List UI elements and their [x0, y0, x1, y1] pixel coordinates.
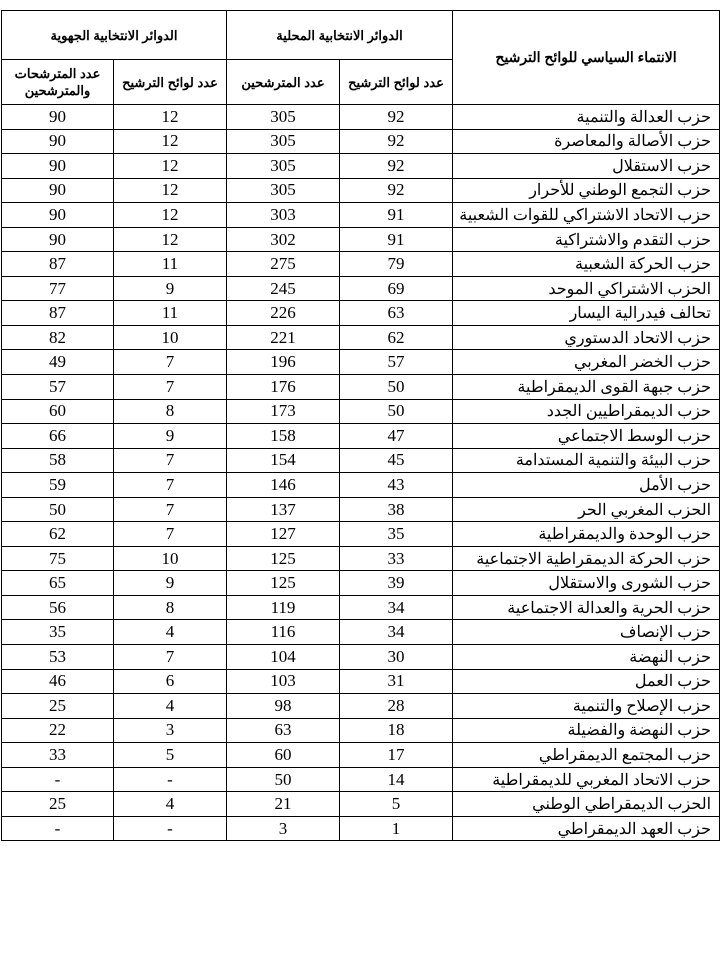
- table-row: [2, 792, 720, 817]
- local-candidates-cell: 103: [227, 669, 340, 694]
- local-candidates-cell: 245: [227, 276, 340, 301]
- regional-candidates-cell: 53: [2, 645, 114, 670]
- local-candidates-cell: 303: [227, 203, 340, 228]
- table-row: [2, 694, 720, 719]
- regional-candidates-cell: 59: [2, 473, 114, 498]
- regional-districts-header: الدوائر الانتخابية الجهوية: [2, 11, 227, 60]
- regional-candidates-cell: 87: [2, 252, 114, 277]
- regional-lists-cell: 12: [114, 203, 227, 228]
- local-candidates-cell: 116: [227, 620, 340, 645]
- regional-lists-cell: 11: [114, 252, 227, 277]
- local-lists-cell: 17: [340, 743, 453, 768]
- local-lists-cell: 43: [340, 473, 453, 498]
- party-name-cell: حزب العمل: [453, 669, 720, 694]
- regional-lists-cell: 9: [114, 276, 227, 301]
- local-lists-cell: 69: [340, 276, 453, 301]
- local-lists-cell: 14: [340, 767, 453, 792]
- regional-lists-cell: 4: [114, 694, 227, 719]
- regional-candidates-cell: 35: [2, 620, 114, 645]
- local-candidates-cell: 173: [227, 399, 340, 424]
- party-name-cell: حزب الحركة الديمقراطية الاجتماعية: [453, 546, 720, 571]
- local-lists-cell: 91: [340, 227, 453, 252]
- table-row: [2, 718, 720, 743]
- local-lists-cell: 39: [340, 571, 453, 596]
- regional-candidates-cell: 77: [2, 276, 114, 301]
- regional-candidates-cell: 66: [2, 424, 114, 449]
- regional-lists-cell: 12: [114, 105, 227, 130]
- regional-candidates-cell: 65: [2, 571, 114, 596]
- local-candidates-cell: 305: [227, 154, 340, 179]
- local-lists-cell: 47: [340, 424, 453, 449]
- party-name-cell: حزب الإنصاف: [453, 620, 720, 645]
- local-lists-cell: 34: [340, 595, 453, 620]
- regional-candidates-cell: 22: [2, 718, 114, 743]
- local-candidates-cell: 63: [227, 718, 340, 743]
- regional-candidates-cell: 75: [2, 546, 114, 571]
- party-name-cell: حزب الاستقلال: [453, 154, 720, 179]
- party-name-cell: الحزب الاشتراكي الموحد: [453, 276, 720, 301]
- local-candidates-cell: 196: [227, 350, 340, 375]
- table-row: [2, 546, 720, 571]
- local-lists-cell: 57: [340, 350, 453, 375]
- local-lists-cell: 31: [340, 669, 453, 694]
- regional-candidates-cell: 60: [2, 399, 114, 424]
- party-name-cell: حزب المجتمع الديمقراطي: [453, 743, 720, 768]
- party-name-cell: حزب التجمع الوطني للأحرار: [453, 178, 720, 203]
- regional-candidates-cell: 90: [2, 129, 114, 154]
- party-affiliation-header: الانتماء السياسي للوائح الترشيح: [453, 11, 720, 105]
- party-name-cell: حزب النهضة: [453, 645, 720, 670]
- regional-candidates-cell: 25: [2, 792, 114, 817]
- regional-lists-cell: 5: [114, 743, 227, 768]
- regional-lists-cell: -: [114, 767, 227, 792]
- table-row: [2, 154, 720, 179]
- table-row: [2, 595, 720, 620]
- document-page: [0, 10, 720, 841]
- table-row: [2, 350, 720, 375]
- local-lists-cell: 30: [340, 645, 453, 670]
- local-lists-cell: 50: [340, 399, 453, 424]
- party-name-cell: حزب الاتحاد الدستوري: [453, 325, 720, 350]
- regional-lists-cell: 7: [114, 350, 227, 375]
- regional-lists-cell: 7: [114, 448, 227, 473]
- regional-candidates-cell: 49: [2, 350, 114, 375]
- party-name-cell: حزب الشورى والاستقلال: [453, 571, 720, 596]
- local-lists-cell: 92: [340, 178, 453, 203]
- local-lists-cell: 92: [340, 129, 453, 154]
- local-candidates-cell: 104: [227, 645, 340, 670]
- local-lists-cell: 1: [340, 816, 453, 841]
- regional-candidates-cell: 62: [2, 522, 114, 547]
- local-lists-cell: 63: [340, 301, 453, 326]
- party-name-cell: حزب التقدم والاشتراكية: [453, 227, 720, 252]
- local-lists-cell: 79: [340, 252, 453, 277]
- regional-lists-header: عدد لوائح الترشيح: [114, 60, 227, 105]
- regional-candidates-cell: 56: [2, 595, 114, 620]
- table-header: [2, 11, 720, 105]
- local-candidates-cell: 60: [227, 743, 340, 768]
- table-row: [2, 276, 720, 301]
- party-name-cell: حزب النهضة والفضيلة: [453, 718, 720, 743]
- regional-lists-cell: 9: [114, 571, 227, 596]
- regional-lists-cell: 7: [114, 522, 227, 547]
- regional-lists-cell: 7: [114, 497, 227, 522]
- party-name-cell: حزب الأمل: [453, 473, 720, 498]
- local-lists-cell: 50: [340, 375, 453, 400]
- party-name-cell: حزب الديمقراطيين الجدد: [453, 399, 720, 424]
- regional-lists-cell: 12: [114, 227, 227, 252]
- regional-lists-cell: 8: [114, 595, 227, 620]
- local-candidates-cell: 125: [227, 546, 340, 571]
- regional-lists-cell: 12: [114, 178, 227, 203]
- regional-lists-cell: 9: [114, 424, 227, 449]
- local-lists-header: عدد لوائح الترشيح: [340, 60, 453, 105]
- table-row: [2, 301, 720, 326]
- table-row: [2, 105, 720, 130]
- regional-candidates-cell: 90: [2, 227, 114, 252]
- regional-lists-cell: 3: [114, 718, 227, 743]
- local-lists-cell: 38: [340, 497, 453, 522]
- local-lists-cell: 62: [340, 325, 453, 350]
- regional-lists-cell: 7: [114, 375, 227, 400]
- local-candidates-cell: 125: [227, 571, 340, 596]
- party-name-cell: حزب الوحدة والديمقراطية: [453, 522, 720, 547]
- local-lists-cell: 92: [340, 105, 453, 130]
- party-name-cell: تحالف فيدرالية اليسار: [453, 301, 720, 326]
- regional-candidates-cell: 57: [2, 375, 114, 400]
- party-name-cell: حزب الإصلاح والتنمية: [453, 694, 720, 719]
- table-row: [2, 473, 720, 498]
- local-candidates-cell: 98: [227, 694, 340, 719]
- table-row: [2, 178, 720, 203]
- regional-candidates-cell: 33: [2, 743, 114, 768]
- local-districts-header: الدوائر الانتخابية المحلية: [227, 11, 453, 60]
- local-candidates-cell: 275: [227, 252, 340, 277]
- local-candidates-cell: 302: [227, 227, 340, 252]
- regional-candidates-cell: 90: [2, 105, 114, 130]
- party-name-cell: حزب الحرية والعدالة الاجتماعية: [453, 595, 720, 620]
- regional-candidates-cell: -: [2, 816, 114, 841]
- local-candidates-cell: 305: [227, 105, 340, 130]
- party-name-cell: حزب العهد الديمقراطي: [453, 816, 720, 841]
- regional-candidates-cell: 50: [2, 497, 114, 522]
- table-row: [2, 129, 720, 154]
- party-name-cell: حزب الوسط الاجتماعي: [453, 424, 720, 449]
- regional-candidates-cell: 46: [2, 669, 114, 694]
- regional-candidates-header: عدد المترشحات والمترشحين: [2, 60, 114, 105]
- table-row: [2, 743, 720, 768]
- party-name-cell: حزب الحركة الشعبية: [453, 252, 720, 277]
- party-name-cell: الحزب الديمقراطي الوطني: [453, 792, 720, 817]
- local-lists-cell: 45: [340, 448, 453, 473]
- local-candidates-cell: 127: [227, 522, 340, 547]
- local-lists-cell: 5: [340, 792, 453, 817]
- table-row: [2, 522, 720, 547]
- party-name-cell: حزب العدالة والتنمية: [453, 105, 720, 130]
- regional-lists-cell: 12: [114, 154, 227, 179]
- local-candidates-cell: 146: [227, 473, 340, 498]
- regional-candidates-cell: 25: [2, 694, 114, 719]
- table-row: [2, 620, 720, 645]
- party-name-cell: حزب الخضر المغربي: [453, 350, 720, 375]
- table-row: [2, 571, 720, 596]
- local-candidates-cell: 158: [227, 424, 340, 449]
- local-lists-cell: 33: [340, 546, 453, 571]
- local-candidates-cell: 21: [227, 792, 340, 817]
- table-body: [2, 105, 720, 841]
- local-candidates-header: عدد المترشحين: [227, 60, 340, 105]
- table-row: [2, 645, 720, 670]
- table-row: [2, 669, 720, 694]
- regional-lists-cell: 7: [114, 473, 227, 498]
- regional-lists-cell: 6: [114, 669, 227, 694]
- regional-lists-cell: 12: [114, 129, 227, 154]
- local-lists-cell: 92: [340, 154, 453, 179]
- regional-lists-cell: 11: [114, 301, 227, 326]
- regional-candidates-cell: 82: [2, 325, 114, 350]
- local-candidates-cell: 305: [227, 178, 340, 203]
- regional-candidates-cell: 90: [2, 178, 114, 203]
- local-candidates-cell: 221: [227, 325, 340, 350]
- table-row: [2, 375, 720, 400]
- table-row: [2, 767, 720, 792]
- regional-candidates-cell: 90: [2, 154, 114, 179]
- regional-lists-cell: 4: [114, 620, 227, 645]
- table-row: [2, 252, 720, 277]
- candidate-lists-table: [1, 10, 720, 841]
- regional-candidates-cell: -: [2, 767, 114, 792]
- regional-candidates-cell: 58: [2, 448, 114, 473]
- regional-candidates-cell: 87: [2, 301, 114, 326]
- table-row: [2, 424, 720, 449]
- regional-lists-cell: -: [114, 816, 227, 841]
- local-lists-cell: 35: [340, 522, 453, 547]
- party-name-cell: الحزب المغربي الحر: [453, 497, 720, 522]
- table-row: [2, 203, 720, 228]
- local-candidates-cell: 3: [227, 816, 340, 841]
- local-candidates-cell: 305: [227, 129, 340, 154]
- local-candidates-cell: 119: [227, 595, 340, 620]
- table-row: [2, 325, 720, 350]
- table-row: [2, 816, 720, 841]
- table-row: [2, 497, 720, 522]
- regional-candidates-cell: 90: [2, 203, 114, 228]
- regional-lists-cell: 10: [114, 325, 227, 350]
- local-lists-cell: 18: [340, 718, 453, 743]
- party-name-cell: حزب الأصالة والمعاصرة: [453, 129, 720, 154]
- local-lists-cell: 91: [340, 203, 453, 228]
- local-lists-cell: 28: [340, 694, 453, 719]
- local-candidates-cell: 154: [227, 448, 340, 473]
- party-name-cell: حزب الاتحاد الاشتراكي للقوات الشعبية: [453, 203, 720, 228]
- local-lists-cell: 34: [340, 620, 453, 645]
- table-row: [2, 448, 720, 473]
- regional-lists-cell: 8: [114, 399, 227, 424]
- party-name-cell: حزب الاتحاد المغربي للديمقراطية: [453, 767, 720, 792]
- party-name-cell: حزب البيئة والتنمية المستدامة: [453, 448, 720, 473]
- table-row: [2, 227, 720, 252]
- regional-lists-cell: 10: [114, 546, 227, 571]
- local-candidates-cell: 226: [227, 301, 340, 326]
- regional-lists-cell: 7: [114, 645, 227, 670]
- local-candidates-cell: 176: [227, 375, 340, 400]
- regional-lists-cell: 4: [114, 792, 227, 817]
- local-candidates-cell: 50: [227, 767, 340, 792]
- party-name-cell: حزب جبهة القوى الديمقراطية: [453, 375, 720, 400]
- table-row: [2, 399, 720, 424]
- local-candidates-cell: 137: [227, 497, 340, 522]
